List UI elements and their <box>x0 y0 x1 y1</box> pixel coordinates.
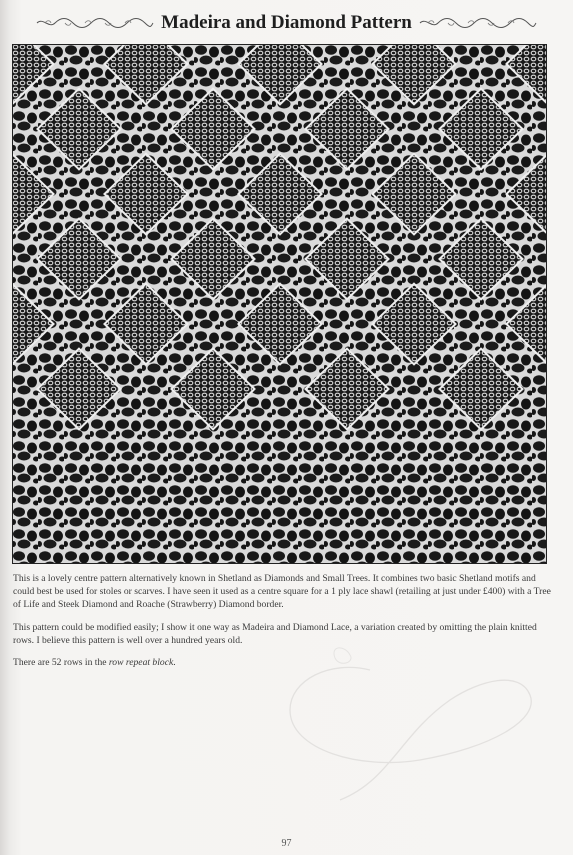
rows-emphasis: row repeat block <box>108 657 174 669</box>
paragraph-1: This is a lovely centre pattern alternatively known in Shetland as Diamonds and Small Trees. It combines two basic Shetland motifs and could best be used for stoles or scarves. I have seen it used as a centre square for a 1 ply lace shawl (retailing at just under £400) with a Tree of Life and Steek Diamond and Roache (Strawberry) Diamond border. <box>13 573 551 611</box>
paragraph-2: This pattern could be modified easily; I show it one way as Madeira and Diamond Lace, a variation created by omitting the plain knitted rows. I believe this pattern is well over a hundred years old. <box>13 621 537 646</box>
lace-swatch-photo <box>12 44 547 564</box>
page-title: Madeira and Diamond Pattern <box>161 12 412 33</box>
page-number: 97 <box>281 838 292 849</box>
left-flourish-ornament <box>35 16 155 30</box>
page-header <box>14 8 559 38</box>
rows-prefix: There are 52 rows in the <box>13 657 109 669</box>
right-flourish-ornament <box>418 16 538 30</box>
rows-suffix: . <box>173 657 176 669</box>
decorative-swirl-icon <box>250 640 550 810</box>
knitted-lace-swatch-photo-icon <box>12 44 547 564</box>
